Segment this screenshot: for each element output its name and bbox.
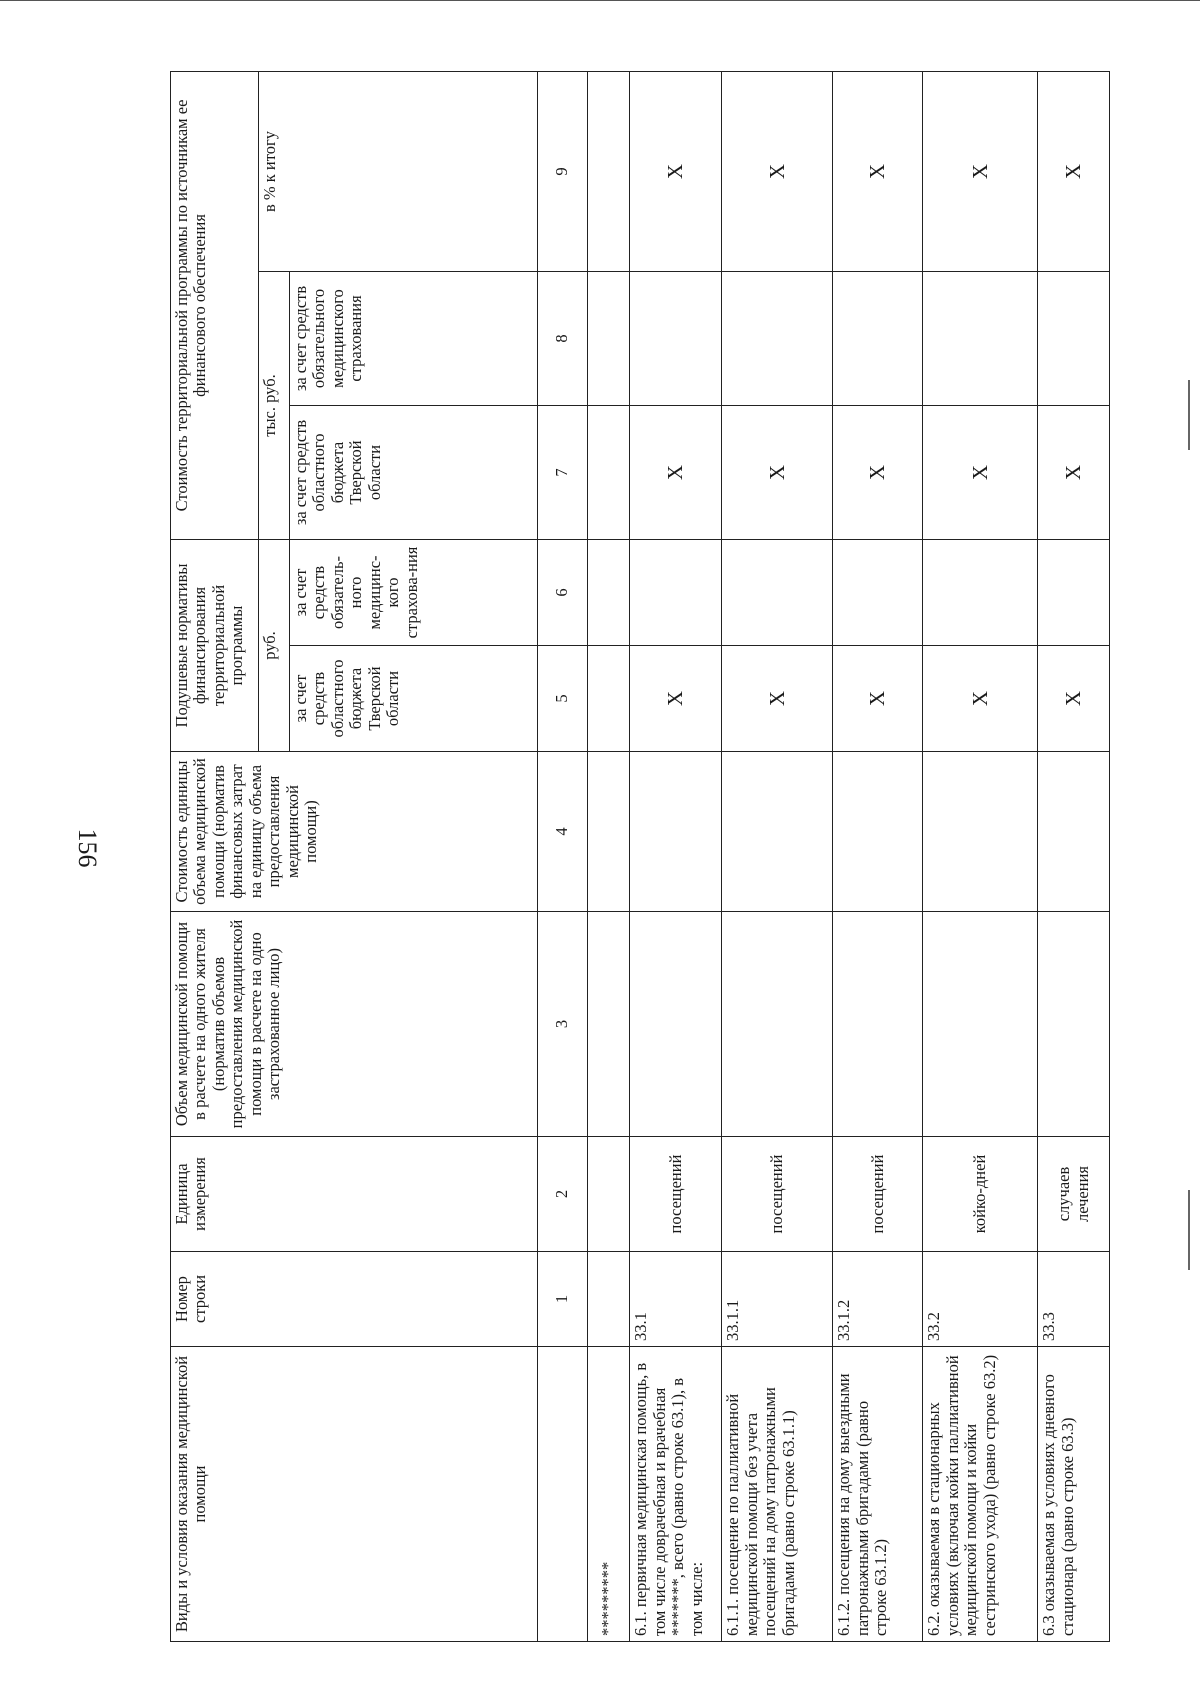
row-volume bbox=[1038, 912, 1110, 1137]
row-unit: посещений bbox=[630, 1137, 722, 1252]
row-total-percent: X bbox=[833, 71, 923, 271]
row-total-oms bbox=[923, 272, 1038, 406]
footnote-marks: ********* bbox=[588, 1347, 630, 1642]
header-total-oms: за счет средств обязательного медицинского страхования bbox=[289, 272, 537, 406]
row-cost bbox=[1038, 752, 1110, 912]
table-row bbox=[722, 71, 833, 1641]
row-total-percent: X bbox=[722, 71, 833, 271]
column-number: 3 bbox=[537, 912, 587, 1137]
header-total-percent: в % к итогу bbox=[259, 71, 538, 271]
column-number: 5 bbox=[537, 646, 587, 752]
row-name: 6.1.1. посещение по паллиативной медицинской помощи без учета посещений на дому патронажными бригадами (равно строке 63.1.1) bbox=[722, 1347, 833, 1642]
row-cost bbox=[923, 752, 1038, 912]
row-cost bbox=[630, 752, 722, 912]
header-cost: Стоимость единицы объема медицинской помощи (норматив финансовых затрат на единицу объема предоставления медицинской помощи) bbox=[171, 752, 538, 912]
row-pc-regional: X bbox=[923, 646, 1038, 752]
row-total-regional: X bbox=[630, 406, 722, 540]
row-volume bbox=[923, 912, 1038, 1137]
row-unit: посещений bbox=[722, 1137, 833, 1252]
row-volume bbox=[722, 912, 833, 1137]
row-pc-oms bbox=[923, 540, 1038, 646]
column-number: 4 bbox=[537, 752, 587, 912]
row-pc-oms bbox=[1038, 540, 1110, 646]
row-number: 33.3 bbox=[1038, 1252, 1110, 1347]
row-cost bbox=[833, 752, 923, 912]
row-number: 33.2 bbox=[923, 1252, 1038, 1347]
header-total-regional: за счет средств областного бюджета Тверской области bbox=[289, 406, 537, 540]
header-pc-oms: за счет средств обязатель-ного медицинс-кого страхова-ния bbox=[289, 540, 537, 646]
row-total-regional: X bbox=[1038, 406, 1110, 540]
header-type: Виды и условия оказания медицинской помощи bbox=[171, 1347, 538, 1642]
column-number: 2 bbox=[537, 1137, 587, 1252]
column-number: 6 bbox=[537, 540, 587, 646]
row-total-regional: X bbox=[833, 406, 923, 540]
row-total-oms bbox=[833, 272, 923, 406]
row-pc-oms bbox=[833, 540, 923, 646]
header-row-number: Номер строки bbox=[171, 1252, 538, 1347]
table-row bbox=[1038, 71, 1110, 1641]
header-pc-regional: за счет средств областного бюджета Тверской области bbox=[289, 646, 537, 752]
header-per-capita-group: Подушевые нормативы финансирования территориальной программы bbox=[171, 540, 259, 752]
row-pc-oms bbox=[630, 540, 722, 646]
row-pc-regional: X bbox=[722, 646, 833, 752]
table-row bbox=[630, 71, 722, 1641]
column-number: 7 bbox=[537, 406, 587, 540]
row-total-oms bbox=[630, 272, 722, 406]
row-name: 6.2. оказываемая в стационарных условиях (включая койки паллиативной медицинской помощи и койки сестринского ухода) (равно строке 63.2) bbox=[923, 1347, 1038, 1642]
row-pc-regional: X bbox=[630, 646, 722, 752]
table-row bbox=[923, 71, 1038, 1641]
row-total-oms bbox=[1038, 272, 1110, 406]
header-unit: Единица измерения bbox=[171, 1137, 538, 1252]
header-volume: Объем медицинской помощи в расчете на одного жителя (норматив объемов предоставления медицинской помощи в расчете на одно застрахованное лицо) bbox=[171, 912, 538, 1137]
row-total-oms bbox=[722, 272, 833, 406]
column-number-blank bbox=[537, 1347, 587, 1642]
table-row bbox=[833, 71, 923, 1641]
row-volume bbox=[630, 912, 722, 1137]
row-total-percent: X bbox=[923, 71, 1038, 271]
scan-edge-mark bbox=[1188, 380, 1190, 450]
row-number: 33.1.2 bbox=[833, 1252, 923, 1347]
scan-edge-mark bbox=[1188, 1190, 1190, 1270]
row-pc-regional: X bbox=[833, 646, 923, 752]
header-total-group: Стоимость территориальной программы по источникам ее финансового обеспечения bbox=[171, 71, 259, 539]
row-name: 6.1.2. посещения на дому выездными патронажными бригадами (равно строке 63.1.2) bbox=[833, 1347, 923, 1642]
row-volume bbox=[833, 912, 923, 1137]
row-unit: случаев лечения bbox=[1038, 1137, 1110, 1252]
row-unit: койко-дней bbox=[923, 1137, 1038, 1252]
column-number: 9 bbox=[537, 71, 587, 271]
row-total-percent: X bbox=[1038, 71, 1110, 271]
page-number: 156 bbox=[73, 828, 102, 868]
scan-top-border bbox=[0, 0, 1200, 1]
row-total-regional: X bbox=[722, 406, 833, 540]
row-number: 33.1 bbox=[630, 1252, 722, 1347]
row-total-regional: X bbox=[923, 406, 1038, 540]
row-unit: посещений bbox=[833, 1137, 923, 1252]
row-cost bbox=[722, 752, 833, 912]
financing-table bbox=[170, 71, 1110, 1642]
row-pc-regional: X bbox=[1038, 646, 1110, 752]
row-name: 6.3 оказываемая в условиях дневного стационара (равно строке 63.3) bbox=[1038, 1347, 1110, 1642]
header-total-unit: тыс. руб. bbox=[259, 272, 290, 540]
row-pc-oms bbox=[722, 540, 833, 646]
column-number: 8 bbox=[537, 272, 587, 406]
row-total-percent: X bbox=[630, 71, 722, 271]
row-name: 6.1. первичная медицинская помощь, в том числе доврачебная и врачебная *******, всего (равно строке 63.1), в том числе: bbox=[630, 1347, 722, 1642]
row-number: 33.1.1 bbox=[722, 1252, 833, 1347]
header-per-capita-unit: руб. bbox=[259, 540, 290, 752]
column-number: 1 bbox=[537, 1252, 587, 1347]
